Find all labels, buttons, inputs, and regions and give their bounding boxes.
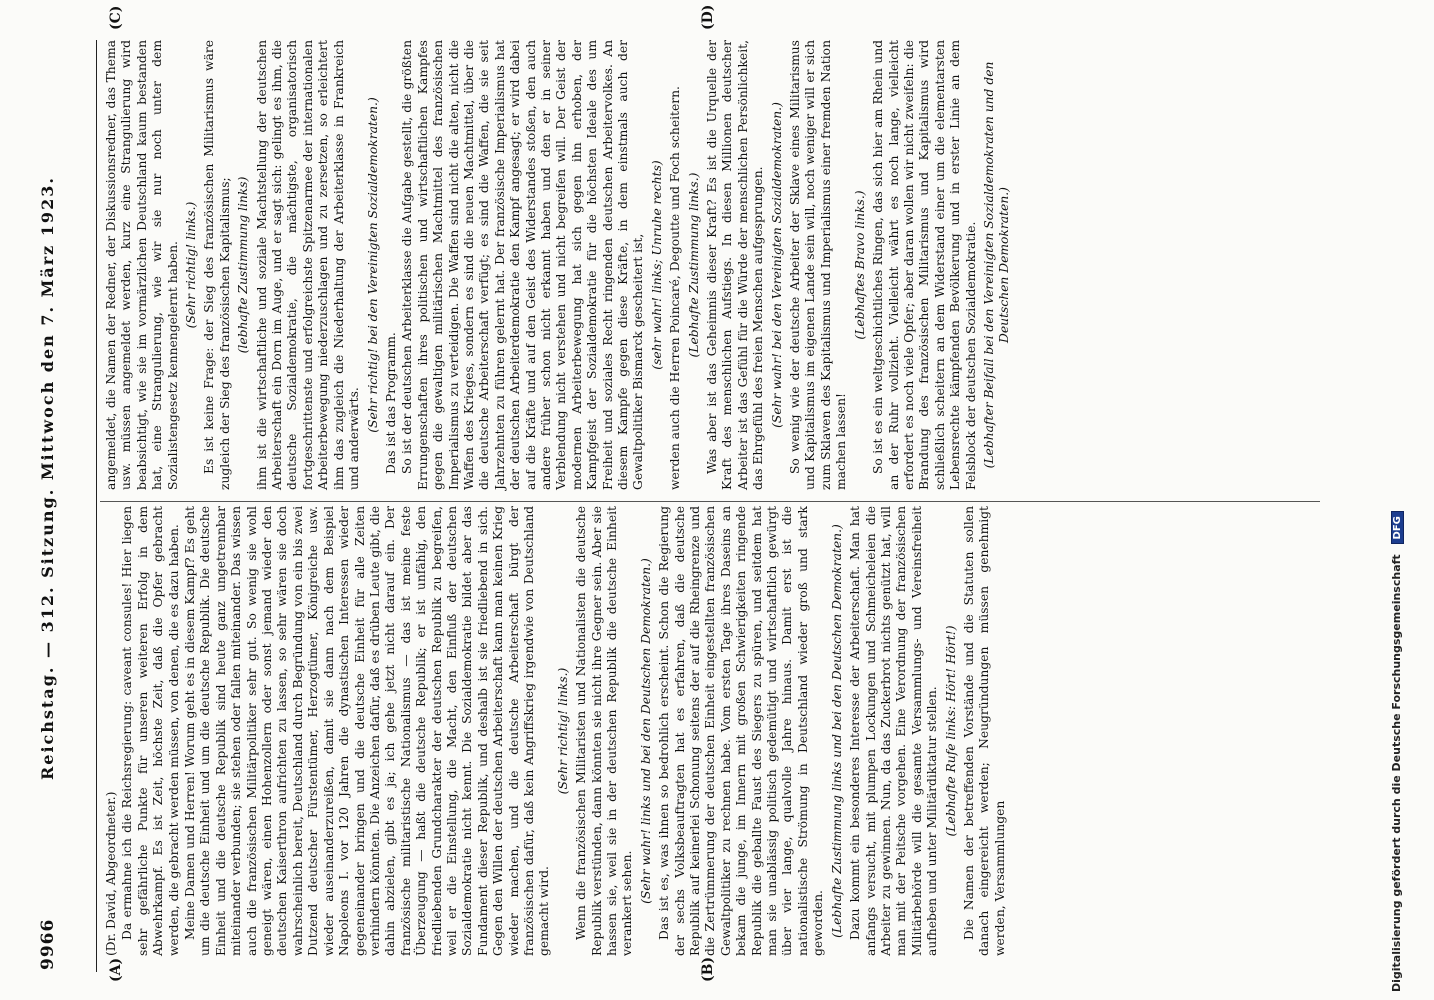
speech-paragraph: So ist der deutschen Arbeiterklasse die Aufgabe gestellt, die größten Errungenschaften ihres politischen und wirtschaftlichen Kampfes gegen die gewaltigen militärischen Machtmittel des französischen Imperialismus zu verteidigen. Die Waffen sind nicht die alten, nicht die Waffen des Krieges, sondern es sind die neuen Machtmittel, über die die deutsche Arbeiterschaft verfügt; es sind die Waffen, die sie seit Jahrzehnten zu führen gelernt hat. Der französische Imperialismus hat der deutschen Arbeiterdemokratie den Kampf angesagt; er wird dabei auf die Kräfte und auf den Geist des Widerstandes stoßen, den auch andere früher schon nicht erkannt haben und den er in seiner Verblendung nicht verstehen und nicht begreifen will. Der Geist der modernen Arbeiterbewegung hat sich gegen ihn erhoben, der Kampfgeist der Sozialdemokratie für die höchsten Ideale des um Freiheit und soziales Recht ringenden deutschen Arbeitervolkes. An diesem Kampfe gegen diese Kräfte, in dem einstmals auch der Gewaltpolitiker Bismarck gescheitert ist,	[400, 40, 646, 490]
speaker-attribution: (Dr. David, Abgeordneter.)	[104, 791, 118, 956]
interjection: (Sehr richtig! bei den Vereinigten Sozialdemokraten.)	[365, 97, 380, 433]
interjection: (Lebhafte Rufe links: Hört! Hört!)	[943, 625, 958, 837]
margin-marker-b: (B)	[700, 956, 716, 982]
running-title: Reichstag. — 312. Sitzung. Mittwoch den 7. März 1923.	[38, 176, 57, 780]
left-column	[104, 506, 1009, 956]
speech-paragraph: Wenn die französischen Militaristen und Nationalisten die deutsche Republik verstünden, dann könnten sie nicht ihre Gegner sein. Aber sie hassen sie, weil sie in der deutschen Republik die deutsche Einheit verankert sehen.	[574, 506, 635, 956]
speech-paragraph: Die Namen der betreffenden Vorstände und die Statuten sollen danach eingereicht werden; Neugründungen müssen genehmigt werden, Versammlungen	[961, 506, 1007, 956]
speech-paragraph: ihm ist die wirtschaftliche und soziale Machtstellung der deutschen Arbeiterschaft ein Dorn im Auge, und er sagt sich: gelingt es ihm, die deutsche Sozialdemokratie, die mächtigste, organisatorisch fortgeschrittenste und erfolgreichste Spitzenarmee der internationalen Arbeiterbewegung niederzuschlagen und zu zersetzen, so erleichtert ihm das zugleich die Niederhaltung der Arbeiterklasse in Frankreich und anderwärts.	[254, 40, 362, 490]
page-number: 9966	[38, 918, 58, 970]
interjection: (Sehr wahr! bei den Vereinigten Sozialdemokraten.)	[769, 102, 784, 428]
speech-paragraph: Das ist es, was ihnen so bedrohlich erscheint. Schon die Regierung der sechs Volksbeauftragten hat es erfahren, daß die deutsche Republik auf keinerlei Schonung seitens der auf die Rheingrenze und die Zertrümmerung der deutschen Einheit eingestellten französischen Gewaltpolitiker zu rechnen habe. Vom ersten Tage ihres Daseins an bekam die junge, im Innern mit großen Schwierigkeiten ringende Republik die geballte Faust des Siegers zu spüren, und seitdem hat man sie unablässig politisch gedemütigt und wirtschaftlich gewürgt über vier lange, qualvolle Jahre hinaus. Damit erst ist die nationalistische Strömung in Deutschland wieder groß und stark geworden.	[657, 506, 826, 956]
interjection: (Sehr wahr! links und bei den Deutschen Demokraten.)	[638, 558, 653, 904]
interjection: (Sehr richtig! links.)	[184, 201, 199, 329]
speech-paragraph: Es ist keine Frage: der Sieg des französischen Militarismus wäre zugleich der Sieg des französischen Kapitalismus;	[202, 40, 232, 490]
speech-paragraph: Was aber ist das Geheimnis dieser Kraft? Es ist die Urquelle der Kraft des menschlichen Aufstiegs. In diesen Millionen deutscher Arbeiter ist das Gefühl für die Würde der menschlichen Persönlichkeit, das Ehrgefühl des freien Menschen aufgesprungen.	[705, 40, 766, 490]
speech-paragraph: Da ermahne ich die Reichsregierung: caveant consules! Hier liegen sehr gefährliche Punkte für unseren weiteren Erfolg in dem Abwehrkampf. Es ist Zeit, höchste Zeit, daß die Opfer gebracht werden, die gebracht werden müssen, von denen, die es dazu haben.	[120, 506, 181, 956]
margin-marker-c: (C)	[108, 5, 124, 30]
right-column	[104, 40, 1016, 490]
credit-text: Digitalisierung gefördert durch die Deutsche Forschungsgemeinschaft	[1390, 554, 1403, 992]
speech-paragraph: Dazu kommt ein besonderes Interesse der Arbeiterschaft. Man hat anfangs versucht, mit plumpen Lockungen und Schmeicheleien die Arbeiter zu gewinnen. Nun, da das Zuckerbrot nichts genützt hat, will man mit der Peitsche vorgehen. Eine Verordnung der französischen Militärbehörde will die gesamte Versammlungs- und Vereinsfreiheit aufheben und unter Militärdiktatur stellen.	[848, 506, 940, 956]
interjection: (Lebhafte Zustimmung links und bei den Deutschen Demokraten.)	[829, 524, 844, 938]
speech-paragraph: So wenig wie der deutsche Arbeiter der Sklave eines Militarismus und Kapitalismus im eigenen Lande sein will, noch weniger will er sich zum Sklaven des Kapitalismus und Imperialismus einer fremden Nation machen lassen!	[788, 40, 849, 490]
interjection: (Lebhafte Zustimmung links.)	[686, 172, 701, 358]
speech-paragraph: Meine Damen und Herren! Worum geht es in diesem Kampf? Es geht um die deutsche Einheit und um die deutsche Republik. Die deutsche Einheit und die deutsche Republik sind heute ganz ungetrennbar miteinander verbunden; sie stehen oder fallen miteinander. Das wissen auch die französischen Militärpolitiker sehr gut. So wenig sie wohl geneigt wären, einen Hohenzollern oder sonst jemand wieder den deutschen Kaiserthron aufrichten zu lassen, so sehr wären sie doch wahrscheinlich bereit, Deutschland durch Begründung von ein bis zwei Dutzend deutscher Fürstentümer, Herzogtümer, Königreiche usw. wieder auseinanderzureißen, damit sie dann nach dem Beispiel Napoleons I. vor 120 Jahren die dynastischen Interessen wieder gegeneinander bringen und die deutsche Einheit für alle Zeiten verhindern könnten. Die Anzeichen dafür, daß es drüben Leute gibt, die dahin abzielen, gibt es ja; ich gehe jetzt nicht darauf ein. Der französische militaristische Nationalismus — das ist meine feste Überzeugung — haßt die deutsche Republik; er ist unfähig, den friedliebenden Grundcharakter der deutschen Republik zu begreifen, weil er die Einstellung, die Macht, den Einfluß der deutschen Sozialdemokratie nicht kennt. Die Sozialdemokratie bildet aber das Fundament dieser Republik, und deshalb ist sie friedliebend in sich. Gegen den Willen der deutschen Arbeiterschaft kann man keinen Krieg wieder machen, und die deutsche Arbeiterschaft bürgt der französischen dafür, daß kein Angriffskrieg irgendwie von Deutschland gemacht wird.	[183, 506, 552, 956]
speech-paragraph: Das ist das Programm.	[383, 332, 398, 474]
header-rule	[96, 40, 97, 972]
digitization-credit	[1390, 511, 1404, 992]
interjection: (Sehr richtig! links.)	[555, 667, 570, 795]
interjection: (Lebhaftes Bravo links.)	[852, 190, 867, 340]
interjection: (lebhafte Zustimmung links)	[236, 176, 251, 354]
interjection: (sehr wahr! links; Unruhe rechts)	[649, 160, 664, 370]
speech-paragraph: werden auch die Herren Poincaré, Degoutte und Foch scheitern.	[668, 86, 683, 490]
margin-marker-a: (A)	[108, 957, 124, 982]
interjection: (Lebhafter Beifall bei den Vereinigten Sozialdemokraten und den Deutschen Demokraten.)	[981, 61, 1012, 469]
speech-paragraph: angemeldet, die Namen der Redner, der Diskussionsredner, das Thema usw. müssen angemeldet werden, kurz eine Strangulierung wird beabsichtigt, wie sie im vormärzlichen Deutschland kaum bestanden hat, eine Strangulierung, wie wir sie nur noch unter dem Sozialistengesetz kennengelernt haben.	[104, 40, 180, 490]
dfg-logo-icon: DFG	[1391, 511, 1404, 544]
column-rule	[100, 501, 1320, 502]
speech-paragraph: So ist es ein weltgeschichtliches Ringen, das sich hier am Rhein und an der Ruhr vollzieht. Vielleicht währt es noch lange, vielleicht erfordert es noch viele Opfer; aber daran wollen wir nicht zweifeln: die Brandung des französischen Militarismus und Kapitalismus wird schließlich scheitern an dem Widerstand einer um die elementarsten Lebensrechte kämpfenden Bevölkerung und in erster Linie an dem Felsblock der deutschen Sozialdemokratie.	[871, 40, 978, 490]
margin-marker-d: (D)	[700, 4, 716, 30]
